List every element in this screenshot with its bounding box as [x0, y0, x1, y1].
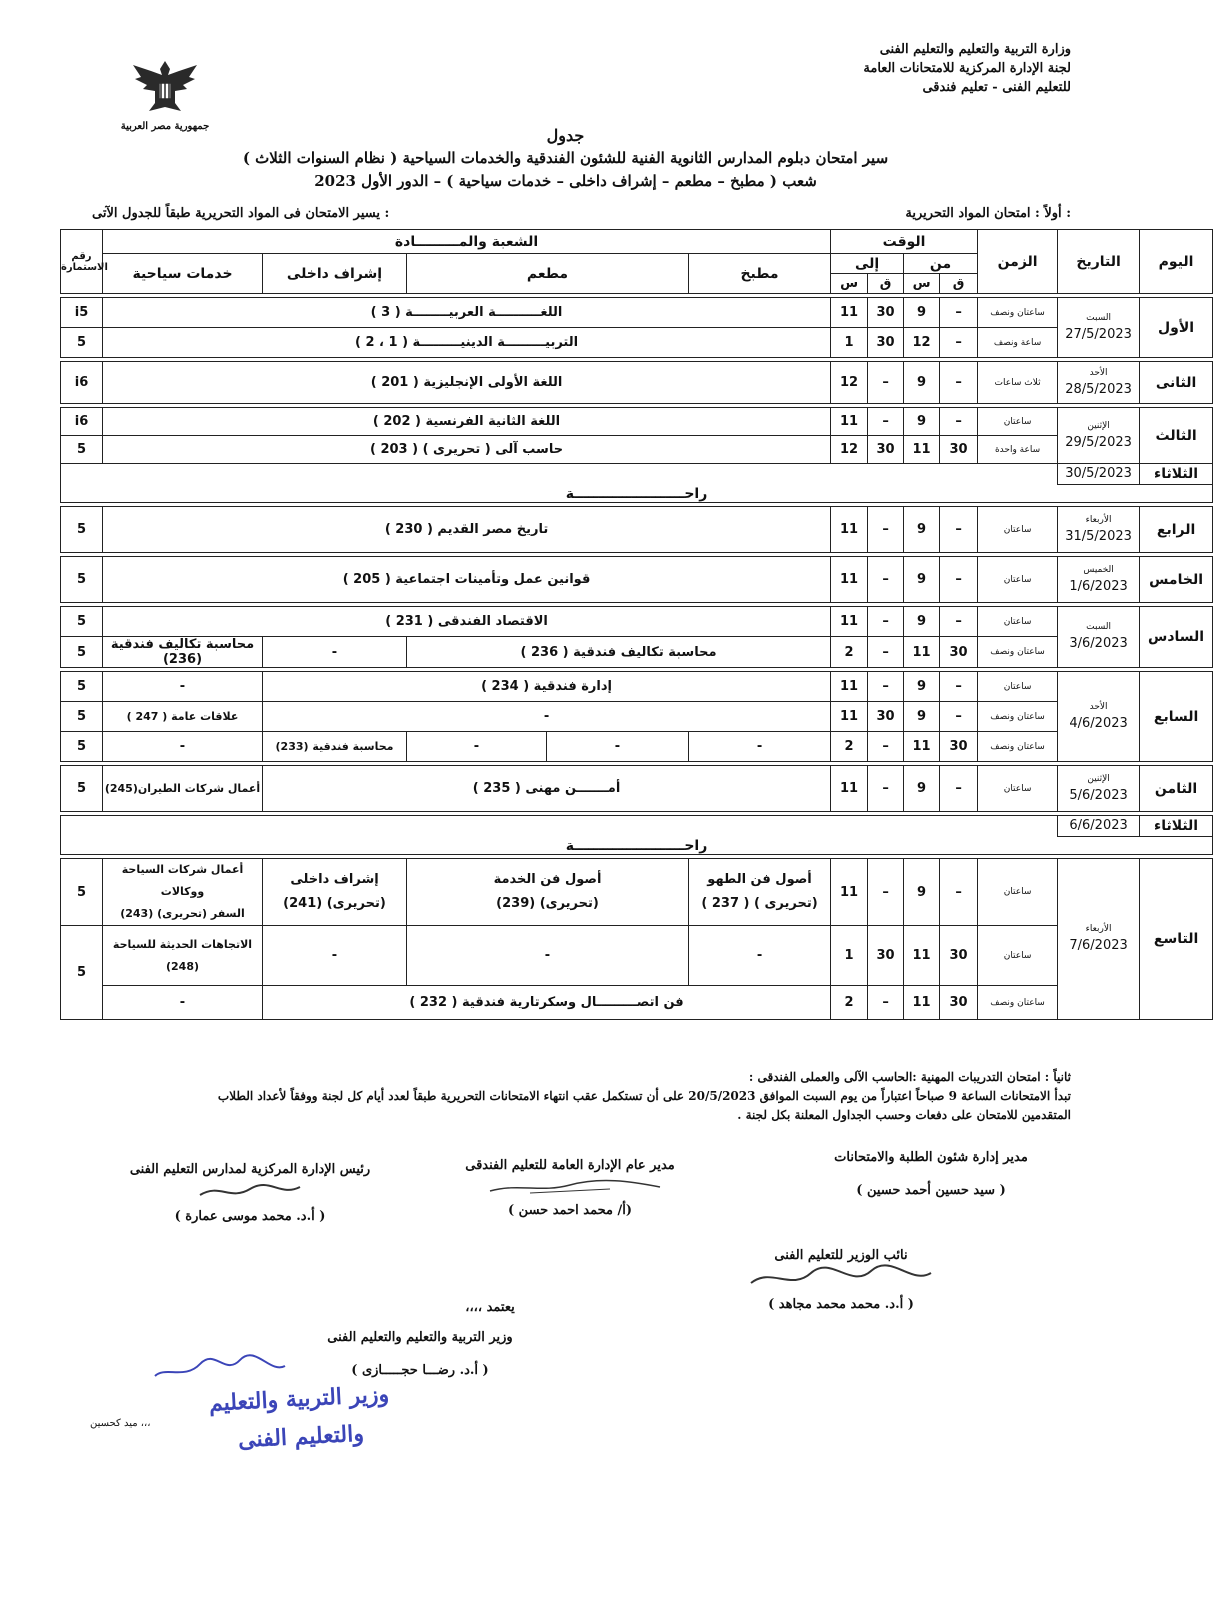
ishraf-subject: محاسبة فندقية (233): [263, 732, 407, 762]
table-row: [61, 672, 1213, 702]
signature-name: ( أ.د. محمد محمد مجاهد ): [768, 1297, 914, 1312]
date-cell: [1058, 766, 1140, 812]
subject-cell: اللغة الأولى الإنجليزية ( 201 ): [103, 362, 831, 404]
from-minute: 30: [940, 986, 978, 1020]
duration: ساعتان: [978, 926, 1058, 986]
emblem: [110, 55, 220, 132]
to-hour: 11: [831, 408, 868, 436]
table-row: [61, 408, 1213, 436]
day-name: الثلاثاء: [1140, 816, 1213, 837]
table-row: [61, 362, 1213, 404]
subject-cell: إدارة فندقية ( 234 ): [263, 672, 831, 702]
duration: ساعتان: [978, 557, 1058, 603]
weekday: الأحد: [1089, 367, 1108, 378]
date: 29/5/2023: [1065, 434, 1132, 450]
signature-block-4: [721, 1248, 961, 1312]
signature-name: ( أ.د. محمد موسى عمارة ): [174, 1209, 326, 1224]
date: 31/5/2023: [1065, 528, 1132, 544]
khadamat-subject: [103, 926, 263, 986]
title-branches: شعب ( مطبخ – مطعم – إشراف داخلى – خدمات سياحية ) – الدور الأول 2023: [314, 172, 817, 190]
mataam-subject: -: [407, 926, 689, 986]
to-hour: 11: [831, 298, 868, 328]
table-row: [61, 816, 1213, 837]
subject-cell: حاسب آلى ( تحريرى ) ( 203 ): [103, 436, 831, 464]
to-minute: –: [868, 986, 904, 1020]
signature-name: ( سيد حسين أحمد حسين ): [856, 1183, 1006, 1198]
to-hour: 2: [831, 637, 868, 668]
date-cell: [1058, 607, 1140, 668]
to-minute: –: [868, 732, 904, 762]
khadamat-subject: -: [103, 732, 263, 762]
title-schedule: جدول: [546, 126, 585, 145]
duration: ساعتان: [978, 859, 1058, 926]
day-name: الثالث: [1140, 408, 1213, 464]
form-number: 5: [61, 507, 103, 553]
to-header: إلى: [831, 254, 904, 274]
to-hour: 11: [831, 607, 868, 637]
rest-day: راحـــــــــــــــــــــــة: [61, 485, 1213, 503]
day-name: الثلاثاء: [1140, 464, 1213, 485]
table-row: [61, 732, 1213, 762]
day-header: اليوم: [1140, 230, 1213, 294]
weekday: الأربعاء: [1085, 514, 1112, 525]
date: 3/6/2023: [1069, 636, 1128, 651]
khadamat-subject: علاقات عامة ( 247 ): [103, 702, 263, 732]
matbakh-line-a: أصول فن الطهو: [707, 872, 812, 887]
from-header: من: [904, 254, 978, 274]
signature-title: نائب الوزير للتعليم الفنى: [774, 1248, 908, 1263]
to-minute: –: [868, 408, 904, 436]
duration: ساعتان ونصف: [978, 702, 1058, 732]
ministry-header: [781, 40, 1071, 97]
table-row: [61, 766, 1213, 812]
from-minute: 30: [940, 732, 978, 762]
date-cell: [1058, 408, 1140, 464]
duration: ساعتان: [978, 408, 1058, 436]
table-row: [61, 485, 1213, 503]
matbakh-subject: [689, 859, 831, 926]
date: 30/5/2023: [1058, 464, 1140, 485]
from-hour: 9: [904, 507, 940, 553]
table-row: [61, 436, 1213, 464]
subject-cell: تاريخ مصر القديم ( 230 ): [103, 507, 831, 553]
footnote: ميد كحسين ،،،: [90, 1418, 151, 1429]
mataam-subject: -: [407, 732, 547, 762]
document-titles: [120, 124, 1011, 193]
mataam-line-a: أصول فن الخدمة: [493, 872, 602, 887]
date: 1/6/2023: [1069, 578, 1128, 594]
from-hour: 12: [904, 328, 940, 358]
from-minute: –: [940, 557, 978, 603]
day-name: الثانى: [1140, 362, 1213, 404]
mataam-subject-b: -: [547, 732, 689, 762]
note-practical-title: ثانياً : امتحان التدريبات المهنية :الحاسب الآلى والعملى الفندقى :: [748, 1070, 1071, 1084]
to-hour: 11: [831, 702, 868, 732]
ishraf-subject: -: [263, 637, 407, 668]
table-row: [61, 464, 1213, 485]
to-minute: –: [868, 362, 904, 404]
mataam-line-b: (تحريرى) (239): [496, 896, 599, 911]
signature-title: مدير إدارة شئون الطلبة والامتحانات: [834, 1150, 1028, 1165]
from-minute: –: [940, 607, 978, 637]
khadamat-line-b: (248): [165, 959, 200, 973]
khadamat-subject: -: [103, 986, 263, 1020]
from-hour: 11: [904, 926, 940, 986]
to-hour: 11: [831, 766, 868, 812]
from-minute: –: [940, 507, 978, 553]
weekday: السبت: [1086, 622, 1111, 632]
day-name: الرابع: [1140, 507, 1213, 553]
duration-header: الزمن: [978, 230, 1058, 294]
from-minute: –: [940, 298, 978, 328]
stamp-line-1: وزير التربية والتعليم: [208, 1381, 390, 1417]
from-hour: 9: [904, 702, 940, 732]
to-hour: 11: [831, 672, 868, 702]
ministry-line-1: وزارة التربية والتعليم والتعليم الفنى: [879, 42, 1071, 57]
table-header-row: [61, 230, 1213, 254]
to-minute: –: [868, 557, 904, 603]
khadamat-line-a: الاتجاهات الحديثة للسياحة: [112, 937, 253, 951]
to-hour: 2: [831, 986, 868, 1020]
table-row: [61, 298, 1213, 328]
ministry-stamp: [178, 1374, 422, 1462]
khadamat-subject: -: [103, 672, 263, 702]
form-number: 5: [61, 436, 103, 464]
signature-title: وزير التربية والتعليم والتعليم الفنى: [327, 1330, 513, 1345]
mataam-subject: [407, 859, 689, 926]
form-number: i5: [61, 298, 103, 328]
date-cell: [1058, 362, 1140, 404]
to-hour: 1: [831, 328, 868, 358]
from-hour: 9: [904, 557, 940, 603]
khadamat-line-a: أعمال شركات السياحة ووكالات: [121, 863, 244, 898]
duration: ساعتان ونصف: [978, 637, 1058, 668]
form-number: 5: [61, 702, 103, 732]
form-number: 5: [61, 607, 103, 637]
signature-block-3: [100, 1162, 400, 1224]
to-minute: –: [868, 507, 904, 553]
day-name: السادس: [1140, 607, 1213, 668]
from-minute: –: [940, 362, 978, 404]
to-hour: 11: [831, 859, 868, 926]
from-hour: 9: [904, 408, 940, 436]
to-hour: 2: [831, 732, 868, 762]
table-row: [61, 557, 1213, 603]
handwritten-signature-icon: [741, 1263, 941, 1293]
section1-left-text: يسير الامتحان فى المواد التحريرية طبقاً للجدول الآتى :: [92, 206, 390, 221]
signature-block-1: [801, 1150, 1061, 1198]
from-hour: 9: [904, 362, 940, 404]
subject-cell: -: [263, 702, 831, 732]
signature-block-5: [270, 1330, 570, 1378]
rest-day: راحـــــــــــــــــــــــة: [61, 837, 1213, 855]
to-hour: 11: [831, 507, 868, 553]
table-row: [61, 986, 1213, 1020]
notes-section: [61, 1068, 1071, 1125]
date-header: التاريخ: [1058, 230, 1140, 294]
to-minute: –: [868, 766, 904, 812]
from-minute-header: ق: [940, 274, 978, 294]
approval-label: يعتمد ،،،،: [465, 1300, 515, 1315]
from-hour-header: س: [904, 274, 940, 294]
signature-title: مدير عام الإدارة العامة للتعليم الفندقى: [465, 1158, 675, 1173]
to-minute: –: [868, 859, 904, 926]
date: 28/5/2023: [1065, 381, 1132, 397]
matbakh-subject: -: [689, 732, 831, 762]
date-cell: [1058, 298, 1140, 358]
day-name: السابع: [1140, 672, 1213, 762]
table-row: [61, 837, 1213, 855]
weekday: الأربعاء: [1085, 924, 1112, 934]
form-number: i6: [61, 408, 103, 436]
to-hour: 12: [831, 362, 868, 404]
ishraf-subject: [263, 859, 407, 926]
matbakh-subject: -: [689, 926, 831, 986]
duration: ثلاث ساعات: [978, 362, 1058, 404]
note-practical-text-2: المتقدمين للامتحان على دفعات وحسب الجداول المعلنة بكل لجنة .: [737, 1108, 1071, 1122]
ishraf-line-a: إشراف داخلى: [290, 872, 379, 887]
subject-cell: الاقتصاد الفندقى ( 231 ): [103, 607, 831, 637]
weekday: الإثنين: [1087, 773, 1110, 784]
matbakh-line-b: (تحريرى ) ( 237 ): [701, 896, 818, 911]
duration: ساعة واحدة: [978, 436, 1058, 464]
from-minute: –: [940, 408, 978, 436]
date-cell: [1058, 859, 1140, 1020]
subject-cell: التربيـــــــــة الدينيـــــــــة ( 1 ، 2 ): [103, 328, 831, 358]
duration: ساعتان: [978, 672, 1058, 702]
to-minute: 30: [868, 328, 904, 358]
form-number: 5: [61, 328, 103, 358]
signature-name: ( أ.د. رضـــا حجـــــازى ): [351, 1363, 489, 1378]
ishraf-subject: -: [263, 926, 407, 986]
from-minute: –: [940, 672, 978, 702]
weekday: الأحد: [1089, 701, 1108, 712]
duration: ساعة ونصف: [978, 328, 1058, 358]
form-number: 5: [61, 557, 103, 603]
ministry-line-2: لجنة الإدارة المركزية للامتحانات العامة: [863, 61, 1071, 76]
date: 5/6/2023: [1069, 787, 1128, 803]
matbakh-mataam-subject: محاسبة تكاليف فندقية ( 236 ): [407, 637, 831, 668]
form-number: 5: [61, 926, 103, 1020]
duration: ساعتان: [978, 607, 1058, 637]
from-minute: 30: [940, 926, 978, 986]
form-number: i6: [61, 362, 103, 404]
weekday: الإثنين: [1087, 420, 1110, 431]
to-hour-header: س: [831, 274, 868, 294]
table-row: [61, 507, 1213, 553]
form-number: 5: [61, 732, 103, 762]
day-name: الثامن: [1140, 766, 1213, 812]
table-row: [61, 607, 1213, 637]
signature-title: رئيس الإدارة المركزية لمدارس التعليم الفنى: [129, 1162, 371, 1177]
stamp-line-2: والتعليم الفنى: [237, 1420, 365, 1454]
note-practical-text-1: تبدأ الامتحانات الساعة 9 صباحاً اعتباراً من يوم السبت الموافق 20/5/2023 على أن تستكمل عقب انتهاء الامتحانات التحريرية طبقاً لعدد أيام كل لجنة ووفقاً لأعداد الطلاب: [217, 1089, 1071, 1103]
to-minute: 30: [868, 702, 904, 732]
form-number: 5: [61, 672, 103, 702]
subject-cell: اللغــــــــــة العربيــــــــة ( 3 ): [103, 298, 831, 328]
day-name: التاسع: [1140, 859, 1213, 1020]
from-hour: 9: [904, 607, 940, 637]
from-hour: 11: [904, 637, 940, 668]
khadamat-header: خدمات سياحية: [103, 254, 263, 294]
duration: ساعتان: [978, 766, 1058, 812]
duration: ساعتان ونصف: [978, 298, 1058, 328]
from-hour: 11: [904, 986, 940, 1020]
from-minute: 30: [940, 637, 978, 668]
khadamat-line-b: السفر (تحريرى) (243): [120, 907, 245, 920]
form-number: 5: [61, 766, 103, 812]
khadamat-subject: محاسبة تكاليف فندقية (236): [103, 637, 263, 668]
exam-schedule-table: [60, 229, 1213, 1020]
matbakh-header: مطبخ: [689, 254, 831, 294]
title-exam: سير امتحان دبلوم المدارس الثانوية الفنية للشئون الفندقية والخدمات السياحية ( نظام السنوات الثلاث ): [242, 149, 889, 167]
date: 27/5/2023: [1065, 326, 1132, 342]
handwritten-signature-icon: [190, 1177, 310, 1205]
signature-name: (أ/ محمد احمد حسن ): [508, 1203, 632, 1218]
from-hour: 11: [904, 732, 940, 762]
subject-cell: أمـــــــن مهنى ( 235 ): [263, 766, 831, 812]
handwritten-signature-icon: [470, 1173, 670, 1199]
signature-block-2: [420, 1158, 720, 1218]
from-minute: 30: [940, 436, 978, 464]
date: 4/6/2023: [1069, 715, 1128, 731]
from-hour: 9: [904, 859, 940, 926]
to-minute: –: [868, 607, 904, 637]
ishraf-line-b: (تحريرى) (241): [283, 896, 386, 911]
table-row: [61, 328, 1213, 358]
form-number: 5: [61, 859, 103, 926]
to-hour: 11: [831, 557, 868, 603]
table-row: [61, 637, 1213, 668]
from-minute: –: [940, 702, 978, 732]
day-name: الخامس: [1140, 557, 1213, 603]
table-row: [61, 859, 1213, 926]
khadamat-subject: أعمال شركات الطيران(245): [103, 766, 263, 812]
duration: ساعتان ونصف: [978, 986, 1058, 1020]
mataam-header: مطعم: [407, 254, 689, 294]
subject-cell: اللغة الثانية الفرنسية ( 202 ): [103, 408, 831, 436]
eagle-emblem-icon: [125, 55, 205, 117]
table-row: [61, 926, 1213, 986]
khadamat-subject: [103, 859, 263, 926]
ishraf-header: إشراف داخلى: [263, 254, 407, 294]
to-minute: 30: [868, 298, 904, 328]
table-row: [61, 702, 1213, 732]
branch-subject-header: الشعبة والمـــــــــادة: [103, 230, 831, 254]
from-minute: –: [940, 328, 978, 358]
duration: ساعتان: [978, 507, 1058, 553]
subject-cell: فن اتصـــــــــال وسكرتارية فندقية ( 232 ): [263, 986, 831, 1020]
from-hour: 9: [904, 766, 940, 812]
weekday: الخميس: [1083, 564, 1114, 575]
date: 6/6/2023: [1058, 816, 1140, 837]
day-name: الأول: [1140, 298, 1213, 358]
subject-cell: قوانين عمل وتأمينات اجتماعية ( 205 ): [103, 557, 831, 603]
date-cell: [1058, 557, 1140, 603]
from-minute: –: [940, 766, 978, 812]
to-hour: 12: [831, 436, 868, 464]
date: 7/6/2023: [1069, 938, 1128, 953]
duration: ساعتان ونصف: [978, 732, 1058, 762]
to-hour: 1: [831, 926, 868, 986]
section1-right-text: أولاً : امتحان المواد التحريرية :: [905, 206, 1071, 221]
to-minute: 30: [868, 926, 904, 986]
emblem-caption: جمهورية مصر العربية: [120, 121, 210, 132]
from-hour: 9: [904, 672, 940, 702]
from-hour: 9: [904, 298, 940, 328]
to-minute: –: [868, 637, 904, 668]
to-minute: –: [868, 672, 904, 702]
date-cell: [1058, 672, 1140, 762]
from-minute: –: [940, 859, 978, 926]
form-number-header: رقم الاستمارة: [61, 230, 103, 294]
to-minute: 30: [868, 436, 904, 464]
form-number: 5: [61, 637, 103, 668]
from-hour: 11: [904, 436, 940, 464]
to-minute-header: ق: [868, 274, 904, 294]
date-cell: [1058, 507, 1140, 553]
time-header: الوقت: [831, 230, 978, 254]
ministry-line-3: للتعليم الفنى - تعليم فندقى: [922, 80, 1071, 95]
weekday: السبت: [1086, 312, 1111, 323]
